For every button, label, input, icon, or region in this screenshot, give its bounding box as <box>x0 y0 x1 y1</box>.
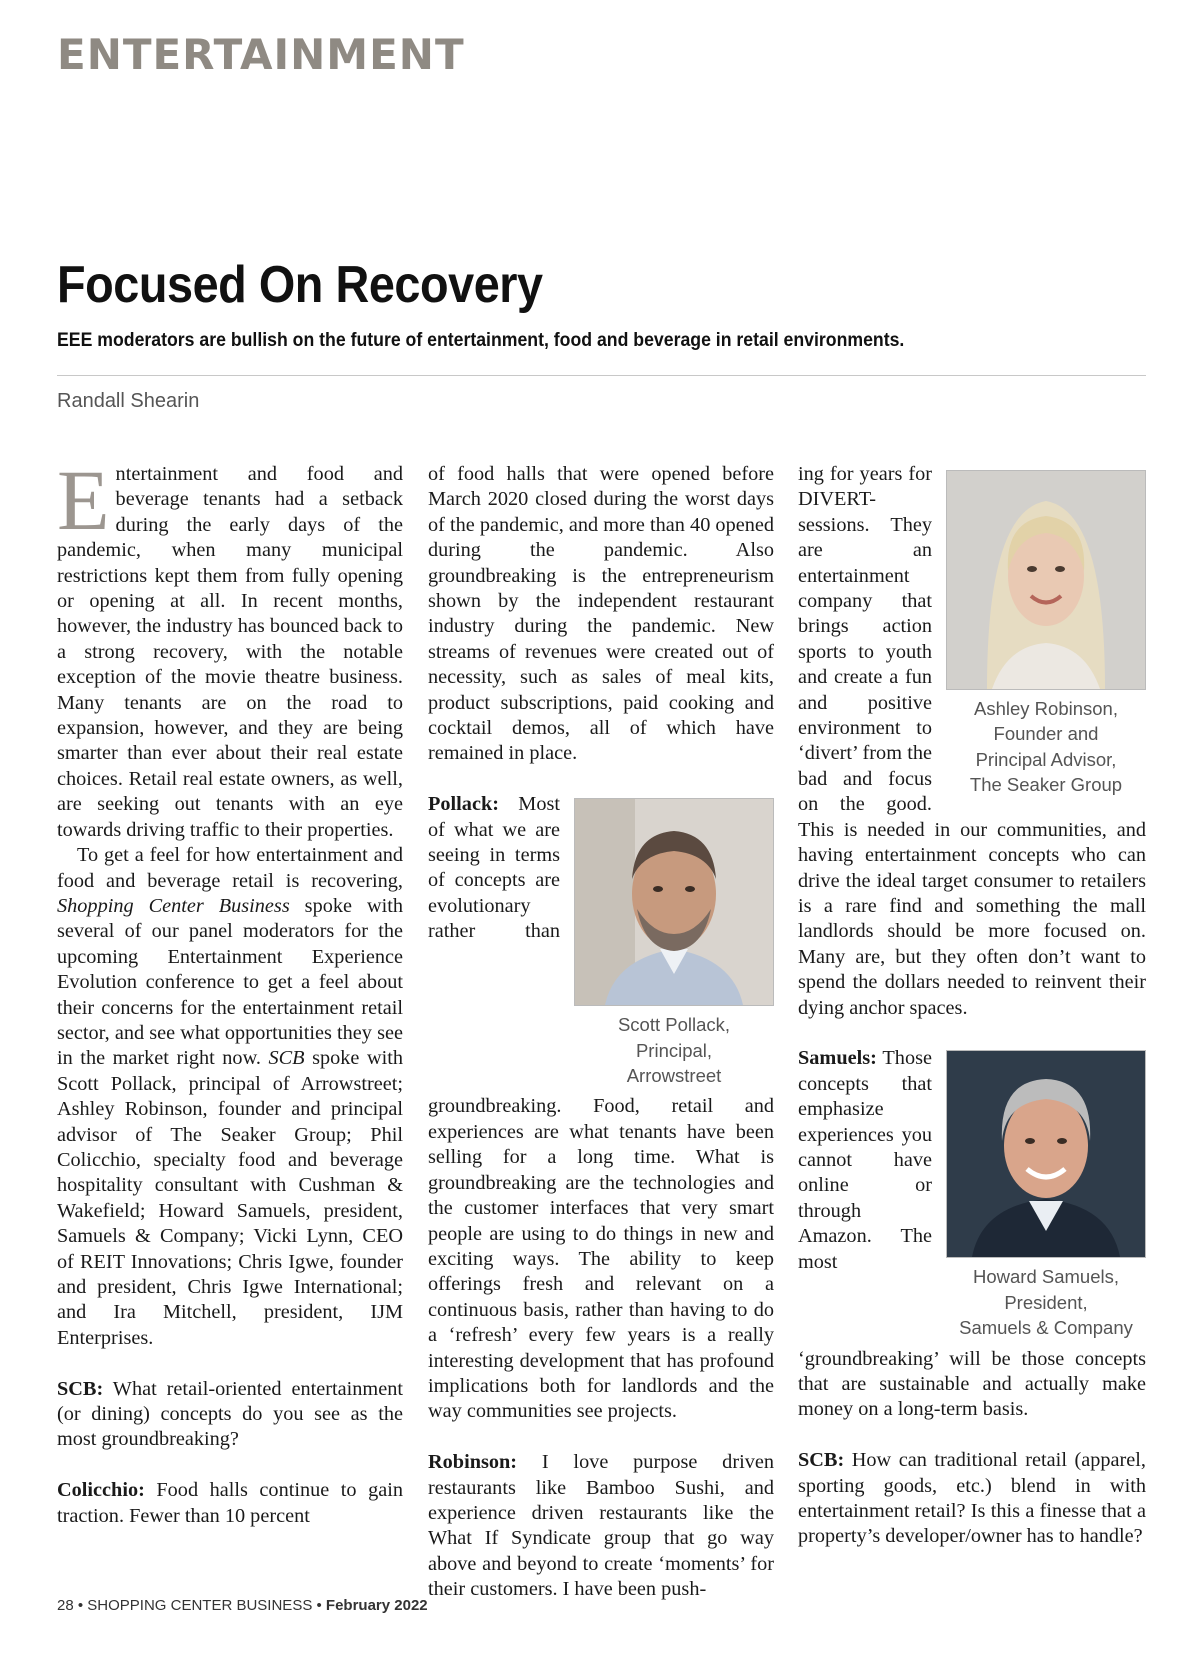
byline: Randall Shearin <box>57 390 200 412</box>
publication-title: SHOPPING CENTER BUSINESS <box>87 1597 313 1614</box>
caption-line: Principal, <box>635 1039 713 1061</box>
caption-line: Principal Advisor, <box>975 748 1117 770</box>
photo-pollack <box>574 798 774 1088</box>
deck: EEE moderators are bullish on the future of entertainment, food and beverage in retail environments. <box>57 330 905 351</box>
question-text: How can traditional retail (apparel, sporting goods, etc.) blend in with entertainment retail? Is this a finesse that a property’s developer/owner has to handle? <box>798 1449 1146 1548</box>
context-text-a: To get a feel for how entertainment and food and beverage retail is recovering, <box>57 844 403 892</box>
article-column-2 <box>428 462 774 1603</box>
portrait-image <box>946 1050 1146 1258</box>
colicchio-continued: of food halls that were opened before March 2020 closed during the worst days of the pandemic, and more than 40 opened during the pandemic. Also groundbreaking is the entrepreneurism shown by the independent restaurant industry during the pandemic. New streams of revenues were created out of necessity, such as sales of meal kits, product subscriptions, paid cooking and cocktail demos, all of which have remained in place. <box>428 463 774 765</box>
speaker-label: Samuels: <box>798 1047 877 1070</box>
caption-line: Ashley Robinson, <box>974 698 1118 719</box>
caption-line: Samuels & Company <box>959 1317 1133 1339</box>
context-text-c: spoke with Scott Pollack, principal of Arrowstreet; Ashley Robinson, founder and principal advisor of The Seaker Group; Phil Colicchio, specialty food and beverage hospitality consultant with Cushman & Wakefield; Howard Samuels, president, Samuels & Company; Vicki Lynn, CEO of REIT Innovations; Chris Igwe, founder and president, Chris Igwe International; and Ira Mitchell, president, IJM Enterprises. <box>57 1047 403 1349</box>
context-paragraph <box>57 843 403 1351</box>
answer-colicchio <box>57 1478 403 1529</box>
answer-pollack <box>428 792 774 1425</box>
page-number: 28 <box>57 1597 74 1614</box>
answer-robinson <box>428 1450 774 1602</box>
separator: • <box>312 1597 326 1614</box>
caption-line: Scott Pollack, <box>617 1014 731 1036</box>
headline: Focused On Recovery <box>57 256 543 314</box>
answer-text: I love purpose driven restaurants like Bamboo Sushi, and experience driven restaurants like the What If Syndicate group that go way above and beyond to create ‘moments’ for their customers. I have been push- <box>428 1451 774 1601</box>
speaker-label: SCB: <box>57 1377 104 1400</box>
portrait-image <box>574 798 774 1006</box>
section-label: ENTERTAINMENT <box>57 30 465 79</box>
speaker-label: Colicchio: <box>57 1479 145 1502</box>
answer-samuels <box>798 1046 1146 1422</box>
intro-text: ntertainment and food and beverage tenants had a setback during the early days of the pandemic, when many municipal restrictions kept them from fully opening or opening at all. In recent months, however, the industry has bounced back to a strong recovery, with the notable exception of the movie theatre business. Many tenants are on the road to expansion, however, and they are being smarter than ever about their real estate choices. Retail real estate owners, as well, are seeking out tenants with an eye towards driving traffic to their properties. <box>57 463 403 841</box>
robinson-continued <box>798 462 1146 1021</box>
caption-line: Founder and <box>993 723 1099 745</box>
question-1 <box>57 1377 403 1453</box>
continued-text: ing for years for DIVERT-sessions. They are an entertainment company that brings action sports to youth and create a fun and positive environment to ‘divert’ from the bad and focus on the good. This is needed in our communities, and having entertainment concepts who can drive the ideal target consumer to retailers is a rare find and something the mall landlords should be more focused on. Many are, but they often don’t want to spend the dollars needed to reinvent their dying anchor spaces. <box>798 463 1146 1019</box>
answer-text: Those concepts that emphasize experiences you cannot have online or through Amazon. The most ‘groundbreaking’ will be those concepts that are sustainable and actually make money on a long-term basis. <box>798 1047 1146 1421</box>
issue-date: February 2022 <box>325 1597 428 1614</box>
context-text-b: spoke with several of our panel moderators for the upcoming Entertainment Experience Evolution conference to get a feel about their concerns for the entertainment retail sector, and see what opportunities they see in the market right now. <box>57 894 403 1070</box>
speaker-label: SCB: <box>798 1449 845 1472</box>
caption-line: The Seaker Group <box>969 774 1123 796</box>
caption-line: President, <box>1004 1291 1088 1313</box>
page-footer <box>57 1597 428 1614</box>
question-2 <box>798 1448 1146 1550</box>
question-text: What retail-oriented entertainment (or dining) concepts do you see as the most groundbreaking? <box>57 1377 403 1451</box>
publication-name: Shopping Center Business <box>57 894 290 917</box>
photo-robinson <box>946 470 1146 798</box>
article-column-3 <box>798 462 1146 1550</box>
caption-line: Howard Samuels, <box>972 1266 1119 1288</box>
speaker-label: Robinson: <box>428 1451 518 1474</box>
answer-text: Food halls continue to gain traction. Fewer than 10 percent <box>57 1479 403 1527</box>
photo-samuels <box>946 1050 1146 1340</box>
speaker-label: Pollack: <box>428 793 499 816</box>
portrait-image <box>946 470 1146 690</box>
answer-text: Most of what we are seeing in terms of concepts are evolutionary rather than groundbreaking. Food, retail and experiences are what tenants have been selling for a long time. What is groundbreaking are the technologies and the customer interfaces that very smart people are using to do things in new and exciting ways. The ability to keep offerings fresh and relevant on a continuous basis, rather than having to do a ‘refresh’ every few years is a really interesting development that has profound implications both for landlords and the way communities see projects. <box>428 793 774 1423</box>
drop-cap: E <box>57 452 110 548</box>
intro-paragraph <box>57 452 403 843</box>
divider <box>57 375 1146 376</box>
separator: • <box>73 1597 88 1614</box>
article-column-1 <box>57 452 403 1529</box>
caption-line: Arrowstreet <box>626 1065 722 1087</box>
scb-abbrev: SCB <box>268 1047 305 1070</box>
